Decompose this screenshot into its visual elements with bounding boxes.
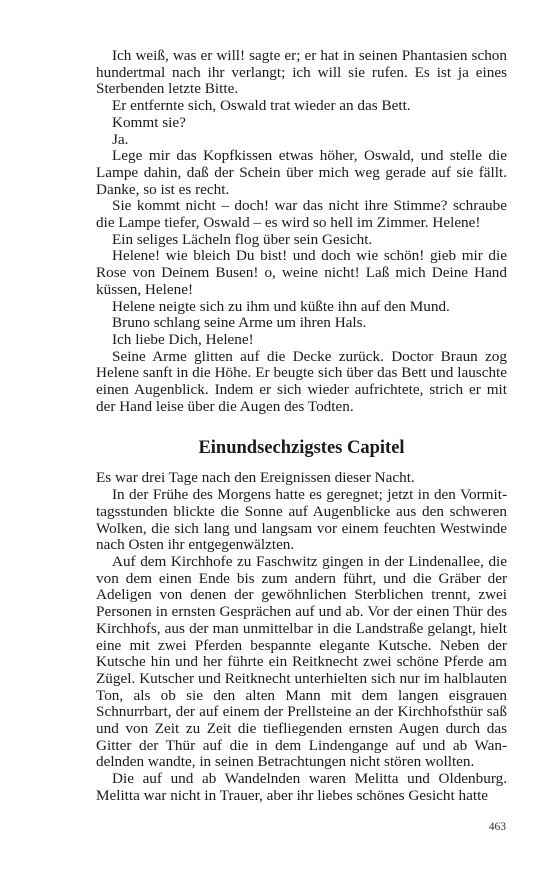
paragraph: Helene neigte sich zu ihm und küßte ihn auf den Mund.: [112, 297, 450, 315]
paragraph: Er entfernte sich, Oswald trat wieder an das Bett.: [112, 97, 411, 115]
chapter-title: Einundsechzigstes Capitel: [198, 438, 405, 459]
paragraph: Ich liebe Dich, Helene!: [112, 330, 254, 348]
paragraph: Helene! wie bleich Du bist! und doch wie schön! gieb mir die Rose von Deinem Busen! o, weine nicht! Laß mich Deine Hand küssen, Helene!: [96, 247, 507, 298]
paragraph: In der Frühe des Morgens hatte es geregnet; jetzt in den Vormittagsstunden blickte die Sonne auf Augenblicke aus den schweren Wolken, die sich lang und langsam vor einem feuchten Westwinde nach Osten ihr entgegenwälzten.: [96, 486, 507, 554]
paragraph: Bruno schlang seine Arme um ihren Hals.: [112, 314, 367, 332]
paragraph: Sie kommt nicht – doch! war das nicht ihre Stimme? schraube die Lampe tiefer, Oswald – es wird so hell im Zimmer. Helene!: [96, 197, 507, 232]
paragraph: Kommt sie?: [112, 113, 186, 131]
paragraph: Es war drei Tage nach den Ereignissen dieser Nacht.: [96, 469, 415, 487]
page-number: 463: [488, 821, 506, 833]
paragraph: Auf dem Kirchhofe zu Faschwitz gingen in der Lindenallee, die von dem einen Ende bis zum andern führt, und die Gräber der Adeligen von denen der gewöhnlichen Sterblichen trennt, zwei Personen in ernsten Gesprächen auf und ab. Vor der einen Thür des Kirchhofs, aus der man unmittelbar in die Landstraße gelangt, hielt eine mit zwei Pferden bespannte elegante Kutsche. Neben der Kutsche hin und her führte ein Reitknecht zwei schöne Pferde am Zügel. Kutscher und Reitknecht unterhielten sich nur im halblauten Ton, als ob sie den alten Mann mit dem langen eisgrauen Schnurrbart, der auf einem der Prellsteine an der Kirchhofsthür saß und von Zeit zu Zeit die tiefliegenden ernsten Augen durch das Gitter der Thür auf die in dem Lindengange auf und ab Wandelnden wandte, in seinen Betrachtungen nicht stören wollten.: [96, 552, 507, 771]
paragraph: Die auf und ab Wandelnden waren Melitta und Oldenburg. Melitta war nicht in Trauer, aber ihr liebes schönes Gesicht hatte: [96, 770, 507, 804]
paragraph: Seine Arme glitten auf die Decke zurück. Doctor Braun zog Helene sanft in die Höhe. Er beugte sich über das Bett und lauschte einen Augenblick. Indem er sich wieder aufrichtete, strich er mit der Hand leise über die Augen des Todten.: [96, 347, 507, 415]
paragraph: Ja.: [112, 130, 129, 148]
book-page: [96, 48, 507, 805]
paragraph: Ein seliges Lächeln flog über sein Gesicht.: [112, 230, 373, 248]
paragraph: Ich weiß, was er will! sagte er; er hat in seinen Phantasien schon hundertmal nach ihr verlangt; ich will sie rufen. Es ist ja eines Sterbenden letzte Bitte.: [96, 47, 507, 98]
paragraph: Lege mir das Kopfkissen etwas höher, Oswald, und stelle die Lampe dahin, daß der Schein über mich weg gerade auf sie fällt. Danke, so ist es recht.: [96, 147, 507, 198]
